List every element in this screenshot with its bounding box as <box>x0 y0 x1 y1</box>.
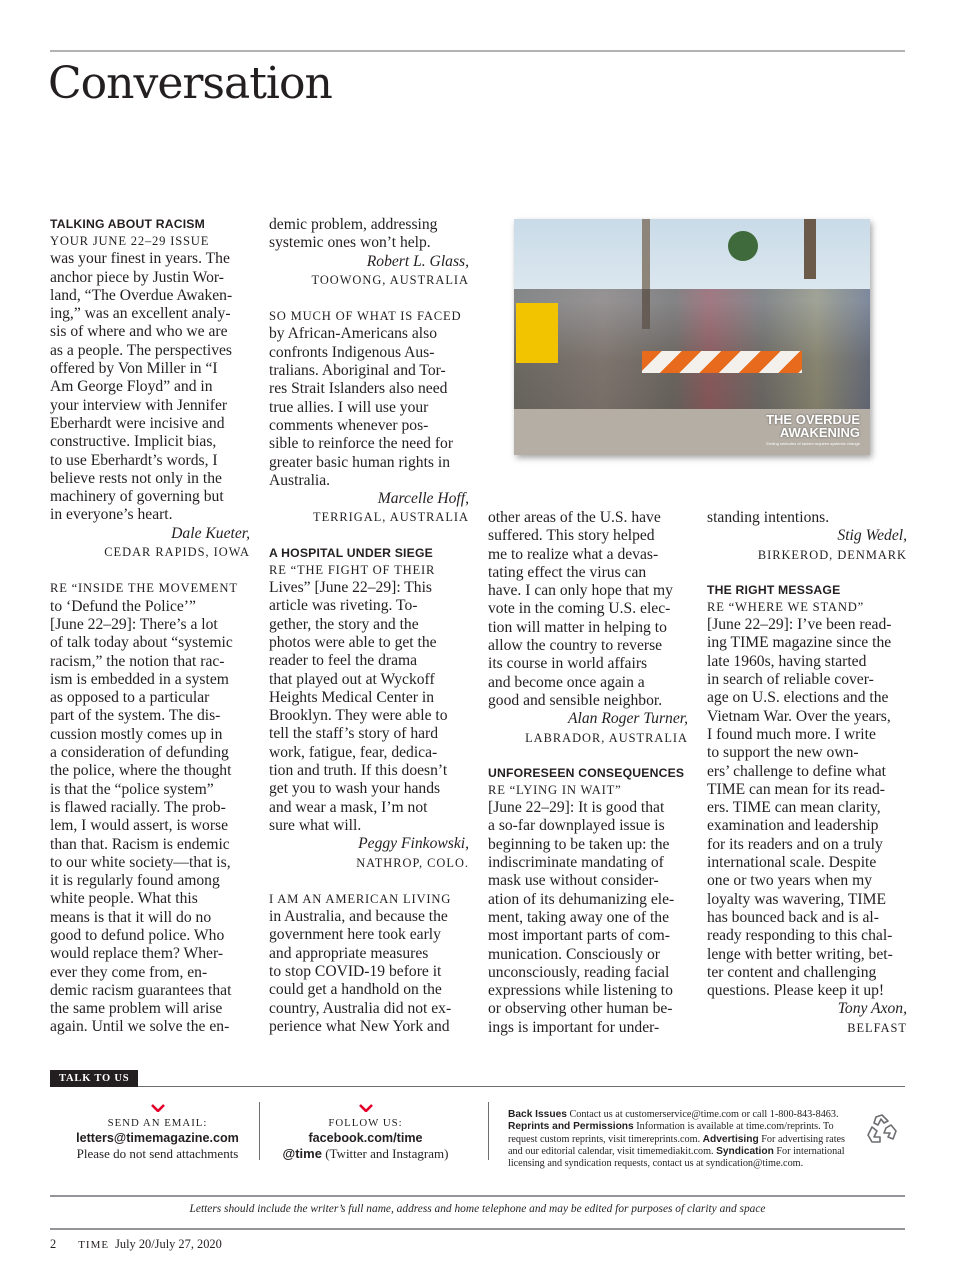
letter-text-line: I found much more. I write <box>707 725 876 743</box>
letter-location: TOOWONG, AUSTRALIA <box>311 272 469 287</box>
letter-headline: THE RIGHT MESSAGE <box>707 582 841 597</box>
column-3 <box>488 509 688 1037</box>
customer-info <box>508 1109 848 1170</box>
letter-text-line: ing,” was an excellent analy- <box>50 305 231 323</box>
letter-text-line: its course in world affairs <box>488 655 648 673</box>
letter-lead-in: SO MUCH OF WHAT IS FACED <box>269 309 462 324</box>
letter-spacer <box>269 527 469 545</box>
letter-location: TERRIGAL, AUSTRALIA <box>313 510 469 525</box>
letter-text-line: in Australia, and because the <box>269 908 448 926</box>
letter-text-line: Vietnam War. Over the years, <box>707 707 891 725</box>
letter-text-line: a so-far downplayed issue is <box>488 817 665 835</box>
chevron-down-icon <box>359 1104 373 1112</box>
letter-text-line: believe rests not only in the <box>50 469 222 487</box>
letter-signature: Peggy Finkowski, <box>358 835 469 853</box>
syndication-label: Syndication <box>716 1145 774 1157</box>
letter-text-line: Lives” [June 22–29]: This <box>269 579 432 597</box>
photo-dek: Ending centuries of racism requires systemic change <box>766 441 860 446</box>
letter-text-line: constructive. Implicit bias, <box>50 433 217 451</box>
letter-text-line: white people. What this <box>50 890 198 908</box>
letter-text-line: mask use without consider- <box>488 872 659 890</box>
letter-text-line: your interview with Jennifer <box>50 396 228 414</box>
letter-signature: Tony Axon, <box>837 1000 907 1018</box>
letter-text-line: of talk today about “systemic <box>50 634 233 652</box>
letter-text-line: sure what will. <box>269 816 362 834</box>
letter-text-line: and become once again a <box>488 673 645 691</box>
facebook-link[interactable]: facebook.com/time <box>308 1131 423 1145</box>
letter <box>50 579 250 1036</box>
letter-text-line: than that. Racism is endemic <box>50 835 230 853</box>
letter-text-line: one or two years when my <box>707 872 872 890</box>
letter-text-line: ism is embedded in a system <box>50 670 229 688</box>
letter-spacer <box>269 289 469 307</box>
letter-lead-in: I AM AN AMERICAN LIVING <box>269 891 452 906</box>
letter-location: NATHROP, COLO. <box>356 855 469 870</box>
letter-text-line: tion will matter in helping to <box>488 618 667 636</box>
contact-email <box>60 1104 255 1161</box>
letter <box>269 545 469 872</box>
letter-text-line: TIME can mean for its read- <box>707 780 885 798</box>
letter-text-line: questions. Please keep it up! <box>707 982 885 1000</box>
letter-text-line: government here took early <box>269 926 441 944</box>
letter-continuation <box>269 216 469 289</box>
letter-text-line: systemic ones won’t help. <box>269 234 431 252</box>
photo-headline-line-2: AWAKENING <box>779 425 860 440</box>
column-1 <box>50 216 250 1037</box>
letter-text-line: and wear a mask, I’m not <box>269 798 428 816</box>
letter-text-line: international scale. Despite <box>707 854 877 872</box>
letter-text-line: beginning to be taken up: the <box>488 835 670 853</box>
letter-text-line: examination and leadership <box>707 817 879 835</box>
cover-story-photo <box>514 219 870 455</box>
letter-lead-in: YOUR JUNE 22–29 ISSUE <box>50 234 210 248</box>
letter-text-line: in search of reliable cover- <box>707 671 874 689</box>
letter-text-line: age on U.S. elections and the <box>707 689 889 707</box>
letter-text-line: tating effect the virus can <box>488 563 647 581</box>
letter-text-line: to use Eberhardt’s words, I <box>50 451 218 469</box>
top-rule <box>50 50 905 52</box>
photo-crowd <box>514 289 870 409</box>
letter-spacer <box>488 747 688 765</box>
email-address-link[interactable]: letters@timemagazine.com <box>76 1131 239 1145</box>
letter-text-line: greater basic human rights in <box>269 453 451 471</box>
letter-text-line: sis of where and who we are <box>50 323 228 341</box>
reprints-text: Information is available at time.com/reprints. To request custom reprints, visit timereprints.com. <box>508 1121 834 1145</box>
letter-lead-in: RE “WHERE WE STAND” <box>707 599 865 614</box>
letter-text-line: anchor piece by Justin Wor- <box>50 268 224 286</box>
letter-text-line: Australia. <box>269 471 331 489</box>
letter-text-line: vote in the coming U.S. elec- <box>488 600 671 618</box>
letter-text-line: has bounced back and is al- <box>707 908 879 926</box>
letter-location: BELFAST <box>847 1020 907 1035</box>
letter-text-line: unconsciously, reading facial <box>488 963 670 981</box>
letter-text-line: get you to wash your hands <box>269 780 441 798</box>
letter-text-line: loyalty was wavering, TIME <box>707 890 887 908</box>
letter-headline: TALKING ABOUT RACISM <box>50 217 205 231</box>
letter <box>50 216 250 561</box>
email-note: Please do not send attachments <box>76 1146 239 1161</box>
letter-text-line: would replace them? Wher- <box>50 945 224 963</box>
letter-text-line: work, fatigue, fear, dedica- <box>269 743 438 761</box>
letter-text-line: or observing other human be- <box>488 1000 673 1018</box>
letter-text-line: res Strait Islanders also need <box>269 380 448 398</box>
back-issues-text: Contact us at customerservice@time.com or call 1-800-843-8463. <box>566 1109 839 1120</box>
social-handle-note: (Twitter and Instagram) <box>321 1146 449 1161</box>
letter-signature: Robert L. Glass, <box>366 252 469 270</box>
reprints-label: Reprints and Permissions <box>508 1121 634 1133</box>
letter-location: CEDAR RAPIDS, IOWA <box>104 545 250 560</box>
letter-text-line: in everyone’s heart. <box>50 506 173 524</box>
contact-follow <box>268 1104 463 1161</box>
column-2 <box>269 216 469 1036</box>
letter-text-line: comments whenever pos- <box>269 416 429 434</box>
talk-to-us-badge: TALK TO US <box>50 1070 138 1087</box>
letter-text-line: ing TIME magazine since the <box>707 634 892 652</box>
letter-text-line: could get a handhold on the <box>269 981 442 999</box>
footer-rule-bottom <box>50 1228 905 1230</box>
letter-text-line: munication. Consciously or <box>488 945 660 963</box>
letter-text-line: the police, where the thought <box>50 762 232 780</box>
letter-text-line: ers. TIME can mean clarity, <box>707 799 881 817</box>
photo-pole <box>804 219 816 279</box>
letter-text-line: cussion mostly comes up in <box>50 725 223 743</box>
email-label: SEND AN EMAIL: <box>107 1117 208 1129</box>
chevron-down-icon <box>151 1104 165 1112</box>
letter-text-line: expressions while listening to <box>488 982 673 1000</box>
letter-text-line: means is that it will do no <box>50 908 212 926</box>
advertising-text: For advertising rates and our editorial calendar, visit timemediakit.com. <box>508 1133 846 1157</box>
letter <box>269 890 469 1036</box>
letter-text-line: part of the system. The dis- <box>50 707 221 725</box>
letter-text-line: most important parts of com- <box>488 927 670 945</box>
letter-text-line: ever they come from, en- <box>50 963 208 981</box>
letter-signature: Alan Roger Turner, <box>568 710 688 728</box>
letter-text-line: for its readers and on a truly <box>707 835 883 853</box>
letter-text-line: article was riveting. To- <box>269 597 418 615</box>
letter-lead-in: RE “THE FIGHT OF THEIR <box>269 562 436 577</box>
letter-signature: Stig Wedel, <box>837 527 907 545</box>
page-number: 2 <box>50 1237 57 1251</box>
letter-text-line: demic problem, addressing <box>269 216 438 233</box>
letter-text-line: lenge with better writing, bet- <box>707 945 893 963</box>
letter-text-line: to our white society—that is, <box>50 853 231 871</box>
letter-text-line: was your finest in years. The <box>50 250 230 268</box>
letter-text-line: good and sensible neighbor. <box>488 691 663 709</box>
letter-location: LABRADOR, AUSTRALIA <box>525 730 688 745</box>
letter-text-line: is flawed racially. The prob- <box>50 798 226 816</box>
letter-text-line: offered by Von Miller in “I <box>50 360 218 378</box>
letter-continuation <box>488 509 688 747</box>
advertising-label: Advertising <box>702 1133 759 1145</box>
letter-text-line: ation of its dehumanizing ele- <box>488 890 675 908</box>
letter-text-line: perience what New York and <box>269 1017 450 1035</box>
column-divider <box>488 1102 489 1160</box>
letter-spacer <box>269 872 469 890</box>
letters-disclaimer: Letters should include the writer’s full name, address and home telephone and may be edited for purposes of clarity and space <box>189 1203 766 1215</box>
photo-palm-tree <box>728 231 758 261</box>
photo-barricade <box>642 351 802 373</box>
letter-text-line: allow the country to reverse <box>488 637 663 655</box>
letter-text-line: as a people. The perspectives <box>50 341 233 359</box>
letter-text-line: Brooklyn. They were able to <box>269 707 448 725</box>
letter-text-line: again. Until we solve the en- <box>50 1018 230 1036</box>
letter-text-line: standing intentions. <box>707 509 830 526</box>
letter-text-line: as opposed to a particular <box>50 689 210 707</box>
letter-text-line: reader to feel the drama <box>269 652 418 670</box>
letter-text-line: demic racism guarantees that <box>50 981 232 999</box>
letter-text-line: [June 22–29]: It is good that <box>488 799 665 817</box>
letter-text-line: racism,” the notion that rac- <box>50 652 225 670</box>
letter-text-line: ter content and challenging <box>707 963 877 981</box>
letter-spacer <box>707 564 907 582</box>
letter-text-line: to stop COVID-19 before it <box>269 962 442 980</box>
twitter-handle-link[interactable]: @time <box>282 1146 322 1161</box>
letter-text-line: other areas of the U.S. have <box>488 509 661 526</box>
page-title: Conversation <box>48 58 332 109</box>
letter-continuation <box>707 509 907 564</box>
letter <box>707 582 907 1037</box>
letter-lead-in: RE “LYING IN WAIT” <box>488 782 622 797</box>
letter-text-line: good to defund police. Who <box>50 926 225 944</box>
letter-text-line: the same problem will arise <box>50 1000 223 1018</box>
letter-text-line: machinery of governing but <box>50 488 224 506</box>
letter-text-line: and appropriate measures <box>269 944 429 962</box>
letter-text-line: suffered. This story helped <box>488 527 655 545</box>
issue-date: July 20/July 27, 2020 <box>115 1237 222 1251</box>
follow-label: FOLLOW US: <box>328 1117 403 1129</box>
social-handle-line <box>268 1146 463 1161</box>
footer-rule-top <box>50 1195 905 1197</box>
page-folio <box>50 1236 222 1253</box>
column-divider <box>259 1102 260 1160</box>
letter-text-line: ready responding to this chal- <box>707 927 893 945</box>
letter-text-line: is that the “police system” <box>50 780 214 798</box>
letter-text-line: sible to reinforce the need for <box>269 435 454 453</box>
letter-text-line: ings is important for under- <box>488 1018 660 1036</box>
letter-text-line: by African-Americans also <box>269 325 438 343</box>
letter-text-line: gether, the story and the <box>269 615 419 633</box>
letter-text-line: tell the staff’s story of hard <box>269 725 439 743</box>
letter-text-line: true allies. I will use your <box>269 398 429 416</box>
letter <box>269 307 469 527</box>
letter-signature: Marcelle Hoff, <box>377 490 469 508</box>
letter-text-line: me to realize what a devas- <box>488 545 659 563</box>
letter-text-line: Eberhardt were incisive and <box>50 414 225 432</box>
letter-text-line: to ‘Defund the Police’” <box>50 597 196 615</box>
letter-text-line: indiscriminate mandating of <box>488 854 664 872</box>
talk-to-us-rule <box>50 1086 905 1087</box>
magazine-brand: TIME <box>78 1239 110 1251</box>
letter-text-line: confronts Indigenous Aus- <box>269 343 435 361</box>
letter-text-line: lem, I would assert, is worse <box>50 817 228 835</box>
letter-text-line: land, “The Overdue Awaken- <box>50 286 233 304</box>
photo-headline-line-1: THE OVERDUE <box>766 412 860 427</box>
letter-text-line: country, Australia did not ex- <box>269 999 452 1017</box>
letter-headline: A HOSPITAL UNDER SIEGE <box>269 545 433 560</box>
letter-text-line: that played out at Wyckoff <box>269 670 435 688</box>
letter-spacer <box>50 561 250 579</box>
letter-text-line: to support the new own- <box>707 744 859 762</box>
letter-text-line: it is regularly found among <box>50 872 220 890</box>
letter-headline: UNFORESEEN CONSEQUENCES <box>488 765 685 780</box>
letter-text-line: a consideration of defunding <box>50 744 229 762</box>
letter-text-line: have. I can only hope that my <box>488 582 673 600</box>
letter-text-line: photos were able to get the <box>269 633 437 651</box>
letter-text-line: tion and truth. If this doesn’t <box>269 762 448 780</box>
letter-signature: Dale Kueter, <box>171 524 250 542</box>
letter <box>488 765 688 1037</box>
back-issues-label: Back Issues <box>508 1109 567 1120</box>
syndication-text: For international licensing and syndication requests, contact us at syndication@time.com. <box>508 1145 845 1170</box>
letter-text-line: [June 22–29]: I’ve been read- <box>707 616 892 634</box>
letter-location: BIRKEROD, DENMARK <box>757 547 907 562</box>
photo-headline <box>766 413 860 439</box>
letter-lead-in: RE “INSIDE THE MOVEMENT <box>50 581 238 596</box>
letter-text-line: ment, taking away one of the <box>488 908 670 926</box>
photo-protest-sign <box>516 303 558 363</box>
letter-text-line: Am George Floyd” and in <box>50 378 213 396</box>
column-4 <box>707 509 907 1037</box>
letter-text-line: Heights Medical Center in <box>269 688 434 706</box>
letter-text-line: [June 22–29]: There’s a lot <box>50 615 218 633</box>
letter-text-line: ers’ challenge to define what <box>707 762 886 780</box>
recycle-icon <box>864 1113 900 1145</box>
letter-text-line: tralians. Aboriginal and Tor- <box>269 362 446 380</box>
letter-text-line: late 1960s, having started <box>707 652 867 670</box>
